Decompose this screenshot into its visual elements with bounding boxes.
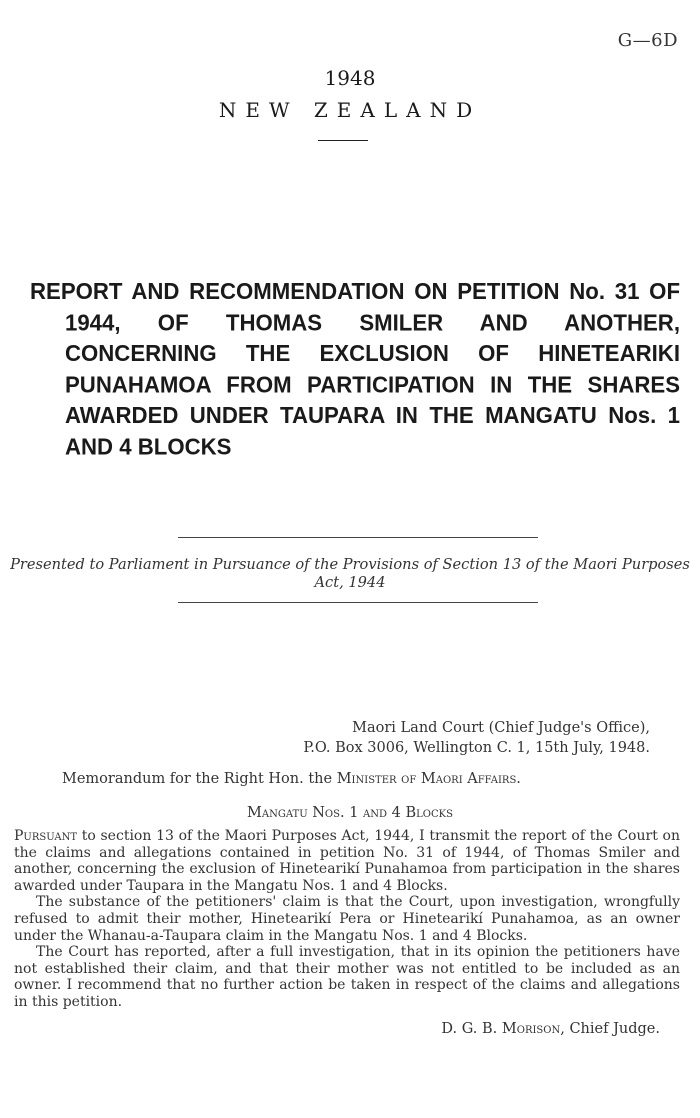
report-title: REPORT AND RECOMMENDATION ON PETITION No. 31 OF 1944, OF THOMAS SMILER AND ANOTHER, CONCERNING THE EXCLUSION OF HINETEARIKI PUNAHAMOA FROM PARTICIPATION IN THE SHARES AWARDED UNDER TAUPARA IN THE MANGATU Nos. 1 AND 4 BLOCKS: [30, 278, 680, 460]
paragraph-1-text: to section 13 of the Maori Purposes Act, 1944, I transmit the report of the Court on the claims and allegations contained in petition No. 31 of 1944, of Thomas Smiler and another, concerning the exclusion of Hinetearikí Punahamoa from participation in the shares awarded under Taupara in the Mangatu Nos. 1 and 4 Blocks.: [14, 828, 680, 894]
presented-note: [0, 556, 700, 592]
memorandum-body: [14, 828, 680, 1011]
presented-line-2: Act, 1944: [314, 574, 386, 591]
paper-reference: G—6D: [617, 30, 678, 51]
blocks-heading: Mangatu Nos. 1 and 4 Blocks: [247, 805, 453, 821]
signature-surname: Morison: [501, 1021, 561, 1037]
office-address-line-2: P.O. Box 3006, Wellington C. 1, 15th July, 1948.: [303, 740, 650, 756]
header-divider: [318, 140, 368, 141]
paragraph-2: The substance of the petitioners' claim is that the Court, upon investigation, wrongfully refused to admit their mother, Hinetearikí Pera or Hinetearikí Punahamoa, as an owner under the Whanau-a-Taupara claim in the Mangatu Nos. 1 and 4 Blocks.: [14, 894, 680, 944]
presented-line-1: Presented to Parliament in Pursuance of the Provisions of Section 13 of the Maori Purposes: [10, 556, 690, 573]
office-address-line-1: Maori Land Court (Chief Judge's Office),: [352, 720, 650, 736]
memorandum-line: [62, 771, 521, 787]
memo-prefix: Memorandum for the Right Hon. the: [62, 771, 337, 787]
presented-top-divider: [178, 537, 538, 538]
signature-title: , Chief Judge.: [560, 1021, 660, 1037]
signature: [441, 1021, 660, 1037]
paragraph-3: The Court has reported, after a full investigation, that in its opinion the petitioners have not established their claim, and that their mother was not entitled to be included as an owner. I recommend that no further action be taken in respect of the claims and allegations in this petition.: [14, 944, 680, 1010]
memo-suffix: .: [516, 771, 521, 787]
paragraph-1-lead: Pursuant: [14, 828, 77, 844]
paragraph-1: [14, 828, 680, 894]
presented-bottom-divider: [178, 602, 538, 603]
memo-addressee: Minister of Maori Affairs: [336, 771, 517, 787]
signature-initials: D. G. B.: [441, 1021, 502, 1037]
year: 1948: [324, 66, 376, 90]
country-heading: NEW ZEALAND: [218, 98, 482, 122]
